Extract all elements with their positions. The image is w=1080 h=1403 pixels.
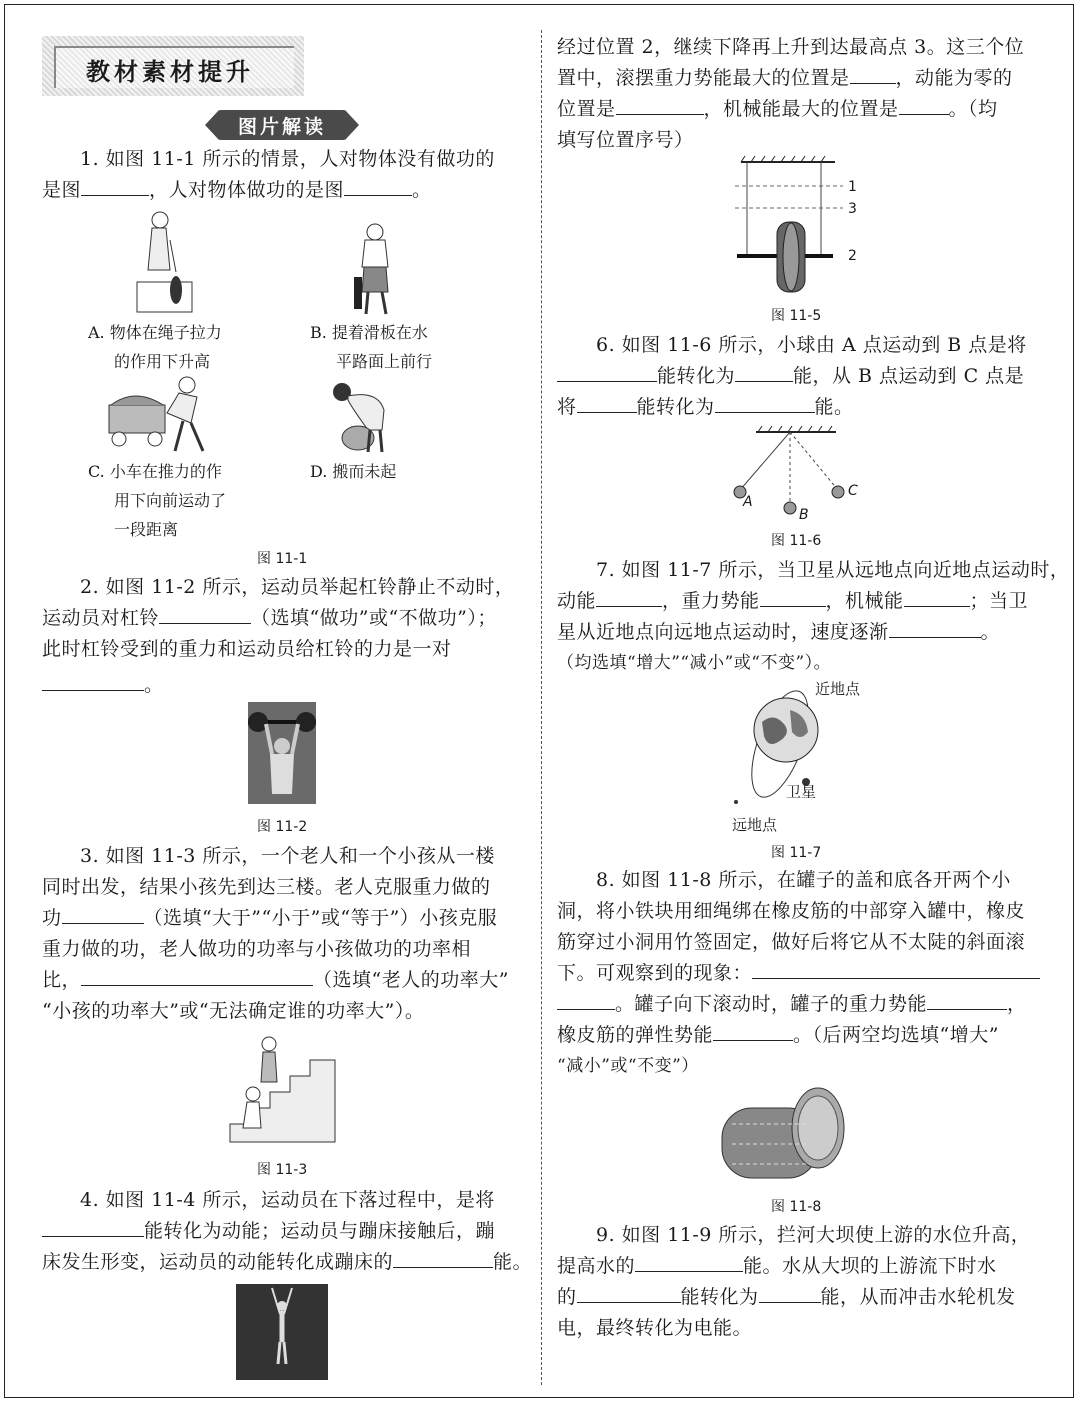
q6-line1: 6. 如图 11-6 所示，小球由 A 点运动到 B 点是将 [596,334,1027,356]
q1-blank-1[interactable] [81,175,149,196]
q6-blank-3[interactable] [577,392,637,413]
q8-blank-1[interactable] [752,958,1040,979]
q1-blank-2[interactable] [344,175,412,196]
q7-line1: 7. 如图 11-7 所示，当卫星从远地点向近地点运动时， [596,559,1070,581]
subsection-ribbon [205,110,359,140]
fig11-6-caption: 图 11-6 [771,533,822,549]
q6-line3: 将 能转化为 能。 [557,392,854,423]
q1-option-a-line1: A. 物体在绳子拉力 [88,323,222,342]
q2-line2: 运动员对杠铃 （选填“做功”或“不做功”）； [42,603,497,634]
fig11-5-caption: 图 11-5 [771,308,822,324]
q8-line3: 筋穿过小洞用竹签固定，做好后将它从不太陡的斜面滚 [557,931,1026,953]
subsection-title: 图片解读 [237,116,326,138]
fig11-6-label-b: B [799,507,809,523]
fig11-5-label-1: 1 [848,179,857,195]
q1-line1: 1. 如图 11-1 所示的情景，人对物体没有做功的 [80,148,495,170]
fig11-1-c-image [105,375,223,457]
fig11-6-label-c: C [848,483,858,499]
q7-line4: （均选填“增大”“减小”或“不变”）。 [557,653,832,673]
fig11-7-caption: 图 11-7 [771,845,822,861]
q3-blank-1[interactable] [62,903,144,924]
fig11-1-d-image [322,380,402,455]
q3-line1: 3. 如图 11-3 所示，一个老人和一个小孩从一楼 [80,845,495,867]
q8-blank-3[interactable] [927,989,1007,1010]
q8-line2: 洞，将小铁块用细绳绑在橡皮筋的中部穿入罐中，橡皮 [557,900,1026,922]
q5-line4: 填写位置序号） [557,129,694,151]
q1-line2: 是图 ，人对物体做功的是图 。 [42,175,432,206]
fig11-1-a-image [132,210,202,315]
q6-blank-2[interactable] [735,361,793,382]
fig11-2-caption: 图 11-2 [257,819,308,835]
fig11-5-label-2: 2 [848,248,857,264]
q1-option-d: D. 搬而未起 [310,462,397,481]
q8-line5: 。罐子向下滚动时，罐子的重力势能 ， [557,989,1027,1020]
q8-line1: 8. 如图 11-8 所示，在罐子的盖和底各开两个小 [596,869,1011,891]
q9-blank-1[interactable] [635,1251,743,1272]
q3-line6: “小孩的功率大”或“无法确定谁的功率大”）。 [42,1000,425,1022]
q4-blank-1[interactable] [42,1216,144,1237]
q5-line1: 经过位置 2，继续下降再上升到达最高点 3。这三个位 [557,36,1025,58]
q9-blank-3[interactable] [759,1282,821,1303]
q4-blank-2[interactable] [393,1247,493,1268]
q3-line5: 比， （选填“老人的功率大” [42,965,509,996]
q3-line2: 同时出发，结果小孩先到达三楼。老人克服重力做的 [42,876,491,898]
fig11-3-caption: 图 11-3 [257,1162,308,1178]
q2-line3: 此时杠铃受到的重力和运动员给杠铃的力是一对 [42,638,452,660]
q3-line4: 重力做的功，老人做功的功率与小孩做功的功率相 [42,938,472,960]
section-title: 教材素材提升 [86,58,254,86]
q8-blank-2[interactable] [557,989,615,1010]
q5-blank-1[interactable] [850,63,896,84]
fig11-1-caption: 图 11-1 [257,551,308,567]
q7-line3: 星从近地点向远地点运动时，速度逐渐 。 [557,617,1000,648]
q5-blank-3[interactable] [899,94,949,115]
fig11-8-caption: 图 11-8 [771,1199,822,1215]
q7-blank-3[interactable] [904,586,970,607]
q6-blank-1[interactable] [557,361,657,382]
q2-blank-1[interactable] [159,603,251,624]
q4-line1: 4. 如图 11-4 所示，运动员在下落过程中，是将 [80,1189,495,1211]
fig11-5-label-3: 3 [848,201,857,217]
q2-line4: 。 [42,670,164,701]
q8-line6: 橡皮筋的弹性势能 。（后两空均选填“增大” [557,1020,999,1051]
q8-blank-4[interactable] [713,1020,793,1041]
fig11-5-image [735,152,865,297]
q1-option-c-line2: 用下向前运动了 [114,491,227,510]
q9-line2: 提高水的 能。水从大坝的上游流下时水 [557,1251,997,1282]
fig11-6-label-a: A [743,494,753,510]
fig11-4-image [236,1284,328,1380]
fig11-7-label-near: 近地点 [815,680,861,698]
q1-option-a-line2: 的作用下升高 [114,352,211,371]
section-header [42,36,304,96]
q9-line1: 9. 如图 11-9 所示，拦河大坝使上游的水位升高， [596,1224,1031,1246]
q3-line3: 功 （选填“大于”“小于”或“等于”）小孩克服 [42,903,497,934]
q2-blank-2[interactable] [42,670,144,691]
q5-blank-2[interactable] [616,94,704,115]
q4-line3: 床发生形变，运动员的动能转化成蹦床的 能。 [42,1247,532,1278]
q9-line3: 的 能转化为 能，从而冲击水轮机发 [557,1282,1016,1313]
fig11-1-b-image [350,222,400,317]
q7-line2: 动能 ，重力势能 ，机械能 ；当卫 [557,586,1028,617]
fig11-3-image [225,1032,340,1147]
q4-line2: 能转化为动能；运动员与蹦床接触后，蹦 [42,1216,495,1247]
q6-line2: 能转化为 能，从 B 点运动到 C 点是 [557,361,1024,392]
q7-blank-1[interactable] [596,586,662,607]
q9-blank-2[interactable] [577,1282,681,1303]
q6-blank-4[interactable] [715,392,815,413]
q1-option-c-line3: 一段距离 [114,520,179,539]
q5-line2: 置中，滚摆重力势能最大的位置是 ，动能为零的 [557,63,1013,94]
fig11-2-image [248,702,316,804]
q3-blank-2[interactable] [81,965,313,986]
q8-line7: “减小”或“不变”） [557,1056,699,1076]
column-divider [541,30,542,1385]
q1-option-b-line2: 平路面上前行 [336,352,433,371]
q8-line4: 下。可观察到的现象： [557,958,1040,989]
q1-option-c-line1: C. 小车在推力的作 [88,462,222,481]
fig11-8-image [718,1084,848,1184]
q7-blank-4[interactable] [889,617,981,638]
q2-line1: 2. 如图 11-2 所示，运动员举起杠铃静止不动时， [80,576,515,598]
q9-line4: 电，最终转化为电能。 [557,1317,753,1339]
fig11-7-label-satellite: 卫星 [786,783,817,801]
q7-blank-2[interactable] [760,586,826,607]
q5-line3: 位置是 ，机械能最大的位置是 。（均 [557,94,998,125]
q1-option-b-line1: B. 提着滑板在水 [310,323,428,342]
fig11-7-label-far: 远地点 [732,816,778,834]
